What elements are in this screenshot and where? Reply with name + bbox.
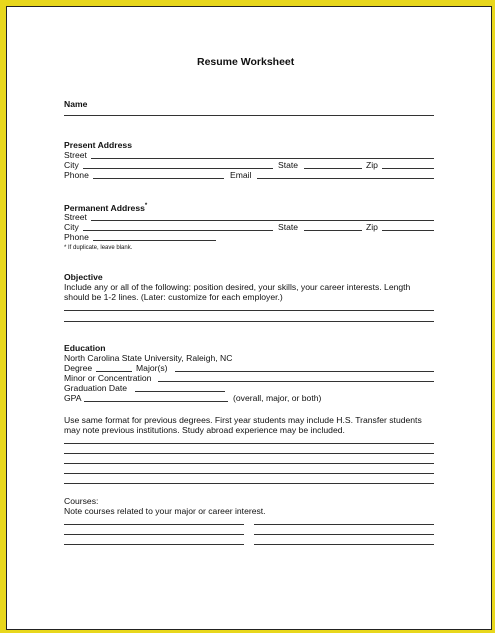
objective-heading: Objective xyxy=(64,272,103,282)
course-field-line[interactable] xyxy=(64,524,244,525)
courses-heading: Courses: xyxy=(64,496,99,506)
graduation-date-label: Graduation Date xyxy=(64,383,128,393)
permanent-city-label: City xyxy=(64,222,79,232)
permanent-street-label: Street xyxy=(64,212,87,222)
permanent-city-field[interactable] xyxy=(83,230,273,231)
permanent-state-label: State xyxy=(278,222,299,232)
present-zip-label: Zip xyxy=(366,160,378,170)
present-street-field[interactable] xyxy=(91,158,434,159)
gpa-note: (overall, major, or both) xyxy=(233,393,322,403)
present-city-field[interactable] xyxy=(83,168,273,169)
permanent-state-field[interactable] xyxy=(304,230,362,231)
name-label: Name xyxy=(64,99,88,109)
duplicate-note: * If duplicate, leave blank. xyxy=(64,245,133,251)
course-field-line[interactable] xyxy=(254,544,434,545)
education-field-line[interactable] xyxy=(64,483,434,484)
degree-field[interactable] xyxy=(96,371,132,372)
present-email-field[interactable] xyxy=(257,178,434,179)
name-field[interactable] xyxy=(64,115,434,116)
present-street-label: Street xyxy=(64,150,87,160)
education-heading: Education xyxy=(64,343,106,353)
education-field-line[interactable] xyxy=(64,463,434,464)
present-phone-field[interactable] xyxy=(93,178,224,179)
minor-field[interactable] xyxy=(158,381,434,382)
degree-label: Degree xyxy=(64,363,93,373)
present-state-field[interactable] xyxy=(304,168,362,169)
course-field-line[interactable] xyxy=(64,544,244,545)
permanent-street-field[interactable] xyxy=(91,220,434,221)
education-field-line[interactable] xyxy=(64,473,434,474)
objective-instruction-line2: should be 1-2 lines. (Later: customize for each employer.) xyxy=(64,292,283,302)
present-email-label: Email xyxy=(230,170,252,180)
objective-field-line[interactable] xyxy=(64,321,434,322)
majors-label: Major(s) xyxy=(136,363,168,373)
courses-note: Note courses related to your major or career interest. xyxy=(64,506,266,516)
majors-field[interactable] xyxy=(175,371,434,372)
worksheet-page xyxy=(6,6,492,630)
page-title: Resume Worksheet xyxy=(197,56,295,68)
permanent-phone-field[interactable] xyxy=(93,240,216,241)
present-phone-label: Phone xyxy=(64,170,89,180)
present-city-label: City xyxy=(64,160,79,170)
gpa-label: GPA xyxy=(64,393,82,403)
objective-instruction-line1: Include any or all of the following: position desired, your skills, your career interests. Length xyxy=(64,282,411,292)
course-field-line[interactable] xyxy=(64,534,244,535)
permanent-zip-label: Zip xyxy=(366,222,378,232)
education-field-line[interactable] xyxy=(64,443,434,444)
minor-label: Minor or Concentration xyxy=(64,373,152,383)
course-field-line[interactable] xyxy=(254,524,434,525)
present-address-heading: Present Address xyxy=(64,140,132,150)
permanent-asterisk: * xyxy=(144,203,148,209)
permanent-phone-label: Phone xyxy=(64,232,89,242)
education-field-line[interactable] xyxy=(64,453,434,454)
education-note-line2: may note previous institutions. Study abroad experience may be included. xyxy=(64,425,345,435)
present-state-label: State xyxy=(278,160,299,170)
permanent-address-title: Permanent Address xyxy=(64,202,145,213)
objective-field-line[interactable] xyxy=(64,310,434,311)
present-zip-field[interactable] xyxy=(382,168,434,169)
education-school: North Carolina State University, Raleigh, NC xyxy=(64,353,233,363)
education-note-line1: Use same format for previous degrees. First year students may include H.S. Transfer students xyxy=(64,415,422,425)
graduation-date-field[interactable] xyxy=(135,391,225,392)
course-field-line[interactable] xyxy=(254,534,434,535)
permanent-zip-field[interactable] xyxy=(382,230,434,231)
gpa-field[interactable] xyxy=(84,401,228,402)
